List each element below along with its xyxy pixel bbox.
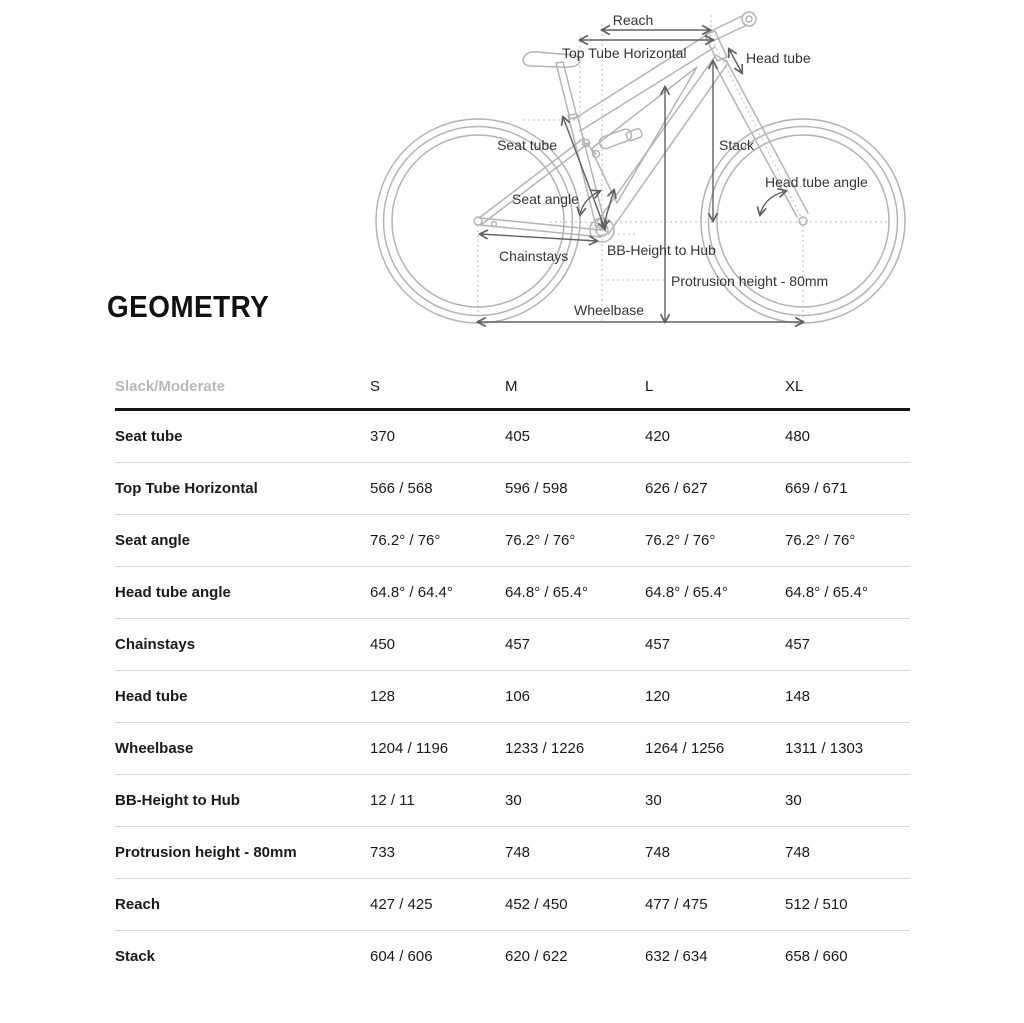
column-header-size-s: S (370, 377, 381, 395)
cell-m: 64.8° / 65.4° (505, 584, 588, 601)
table-body (115, 411, 910, 982)
table-row (115, 619, 910, 671)
table-header-row (115, 364, 910, 411)
cell-xl: 512 / 510 (785, 896, 848, 913)
table-row (115, 723, 910, 775)
row-label: Chainstays (115, 636, 196, 653)
table-row (115, 515, 910, 567)
table-row (115, 879, 910, 931)
row-label: Reach (115, 896, 161, 913)
diagram-label-bb-height-to-hub: BB-Height to Hub (607, 242, 716, 258)
row-label: Top Tube Horizontal (115, 480, 258, 497)
column-header-size-xl: XL (785, 377, 804, 395)
geometry-table (115, 364, 910, 982)
diagram-label-reach: Reach (612, 12, 654, 28)
cell-m: 30 (505, 792, 522, 809)
cell-m: 596 / 598 (505, 480, 568, 497)
cell-s: 12 / 11 (370, 792, 415, 809)
seat-tube-arrow (563, 117, 605, 229)
table-row (115, 411, 910, 463)
cell-xl: 1311 / 1303 (785, 740, 864, 757)
cell-xl: 76.2° / 76° (785, 532, 856, 549)
cell-s: 370 (370, 428, 396, 445)
column-header-size-l: L (645, 377, 654, 395)
cell-s: 733 (370, 844, 396, 861)
bb-height-arrow (603, 190, 614, 227)
cell-m: 452 / 450 (505, 896, 568, 913)
cell-xl: 30 (785, 792, 802, 809)
cell-s: 128 (370, 688, 396, 705)
row-label: Wheelbase (115, 740, 194, 757)
handlebar-grip (742, 12, 756, 26)
cell-xl: 658 / 660 (785, 948, 848, 965)
diagram-label-protrusion-height: Protrusion height - 80mm (671, 273, 829, 289)
row-label: Head tube (115, 688, 188, 705)
cell-m: 76.2° / 76° (505, 532, 576, 549)
table-row (115, 463, 910, 515)
bike-geometry-diagram (375, 3, 915, 337)
table-row (115, 931, 910, 982)
row-label: Protrusion height - 80mm (115, 844, 297, 861)
diagram-label-stack: Stack (719, 137, 755, 153)
page-title: GEOMETRY (107, 289, 270, 324)
row-label: Stack (115, 948, 156, 965)
cell-l: 420 (645, 428, 671, 445)
cell-s: 76.2° / 76° (370, 532, 441, 549)
diagram-label-head-tube-angle: Head tube angle (765, 174, 868, 190)
row-label: Seat tube (115, 428, 183, 445)
cell-xl: 64.8° / 65.4° (785, 584, 868, 601)
cell-s: 566 / 568 (370, 480, 433, 497)
table-row (115, 775, 910, 827)
row-label: Head tube angle (115, 584, 231, 601)
cell-l: 477 / 475 (645, 896, 708, 913)
cell-s: 450 (370, 636, 396, 653)
cell-l: 632 / 634 (645, 948, 708, 965)
table-row (115, 567, 910, 619)
diagram-label-head-tube: Head tube (746, 50, 811, 66)
cell-l: 1264 / 1256 (645, 740, 725, 757)
cell-l: 30 (645, 792, 662, 809)
row-label: Seat angle (115, 532, 191, 549)
cell-m: 748 (505, 844, 531, 861)
cell-xl: 480 (785, 428, 811, 445)
cell-l: 64.8° / 65.4° (645, 584, 728, 601)
column-header-size-m: M (505, 377, 518, 395)
cell-xl: 148 (785, 688, 811, 705)
table-row (115, 671, 910, 723)
cell-s: 64.8° / 64.4° (370, 584, 453, 601)
diagram-label-chainstays: Chainstays (499, 248, 569, 264)
diagram-labels (497, 12, 868, 318)
cell-xl: 748 (785, 844, 811, 861)
cell-l: 120 (645, 688, 671, 705)
cell-l: 457 (645, 636, 671, 653)
cell-m: 1233 / 1226 (505, 740, 585, 757)
cell-s: 427 / 425 (370, 896, 433, 913)
cell-m: 405 (505, 428, 531, 445)
diagram-label-seat-tube: Seat tube (497, 137, 557, 153)
column-header-variant: Slack/Moderate (115, 377, 226, 395)
cell-l: 626 / 627 (645, 480, 708, 497)
cell-xl: 457 (785, 636, 811, 653)
cell-l: 748 (645, 844, 671, 861)
cell-m: 620 / 622 (505, 948, 568, 965)
cell-xl: 669 / 671 (785, 480, 848, 497)
diagram-label-seat-angle: Seat angle (512, 191, 579, 207)
cell-m: 457 (505, 636, 531, 653)
head-tube-angle-arc (760, 191, 786, 215)
cell-m: 106 (505, 688, 531, 705)
diagram-label-wheelbase: Wheelbase (574, 302, 645, 318)
cell-l: 76.2° / 76° (645, 532, 716, 549)
row-label: BB-Height to Hub (115, 792, 240, 809)
cell-s: 1204 / 1196 (370, 740, 449, 757)
cell-s: 604 / 606 (370, 948, 433, 965)
table-row (115, 827, 910, 879)
diagram-label-top-tube-horizontal: Top Tube Horizontal (562, 45, 687, 61)
